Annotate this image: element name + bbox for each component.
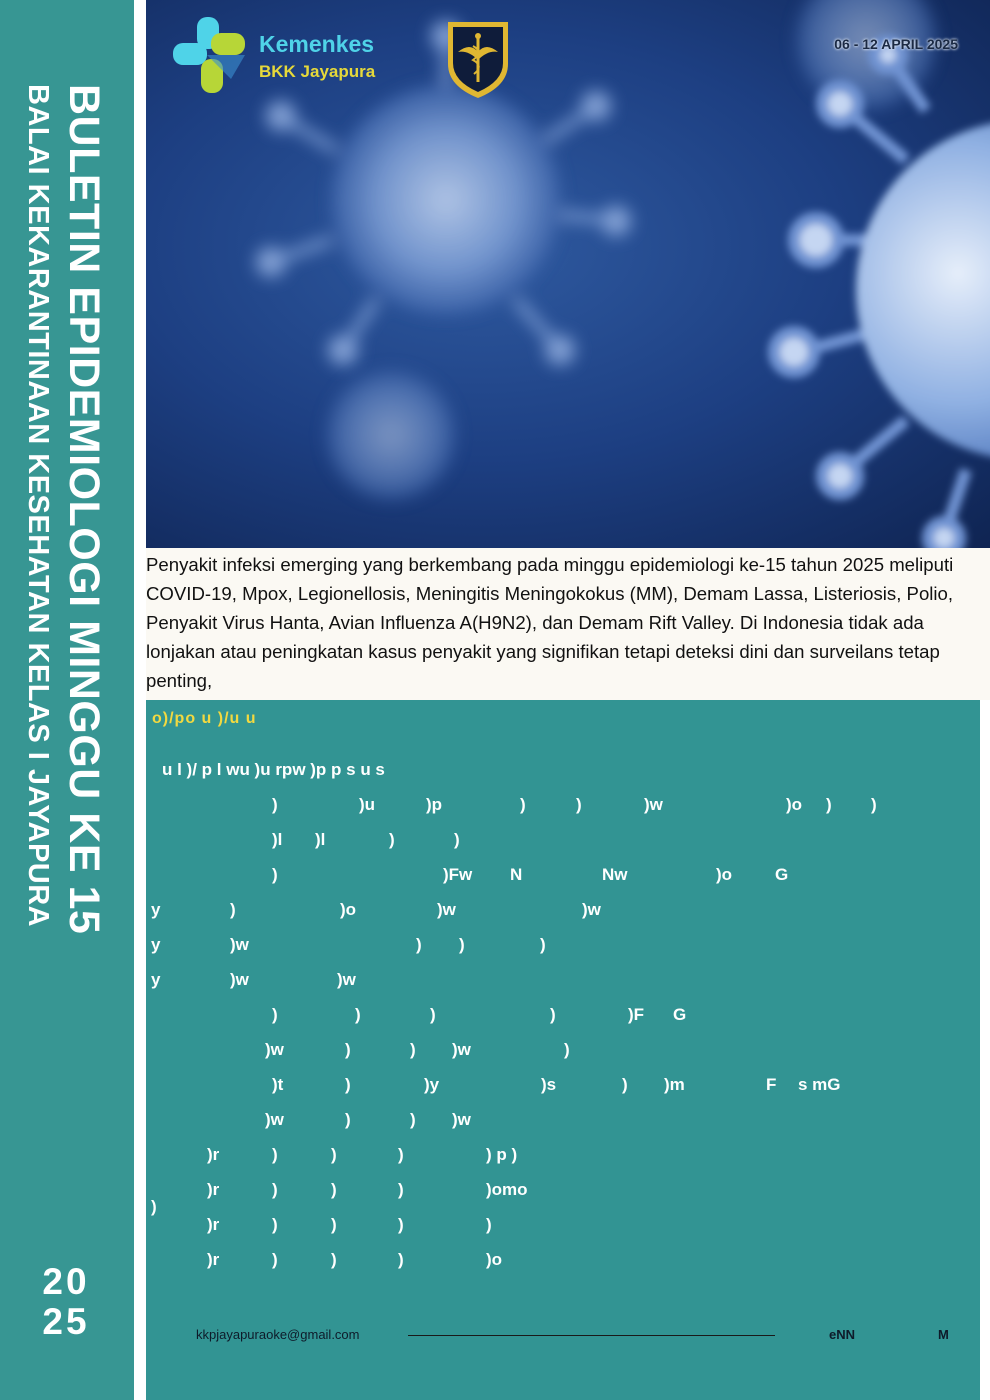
panel-text-fragment: ) xyxy=(345,1110,351,1129)
year-bottom: 25 xyxy=(42,1301,90,1342)
panel-text-fragment: ) xyxy=(454,830,460,849)
panel-text-fragment: ) xyxy=(410,1110,416,1129)
panel-text-fragment: )o xyxy=(340,900,357,919)
panel-text-fragment: N xyxy=(510,865,523,884)
panel-text-fragment: )p xyxy=(426,795,443,814)
panel-text-fragment: )w xyxy=(230,935,249,954)
panel-text-fragment: ) xyxy=(430,1005,436,1024)
panel-text-fragment: )u xyxy=(359,795,376,814)
panel-text-fragment: ) xyxy=(272,1145,278,1164)
panel-text-fragment: ) xyxy=(520,795,526,814)
footer-divider xyxy=(408,1335,775,1336)
panel-text-fragment: Nw xyxy=(602,865,628,884)
panel-text-fragment: ) xyxy=(486,1215,492,1234)
panel-text-fragment: )F xyxy=(628,1005,645,1024)
panel-text-fragment: ) xyxy=(410,1040,416,1059)
panel-text-fragment: y xyxy=(151,970,161,989)
panel-text-fragment: )l xyxy=(315,830,326,849)
summary-text: Penyakit infeksi emerging yang berkembang pada minggu epidemiologi ke-15 tahun 2025 meliputi COVID-19, Mpox, Legionellosis, Meningitis Meningokokus (MM), Demam Lassa, Listeriosis, Polio, Penyakit Virus Hanta, Avian Influenza A(H9N2), dan Demam Rift Valley. Di Indonesia tidak ada lonjakan atau peningkatan kasus penyakit yang signifikan tetapi deteksi dini dan surveilans tetap penting, xyxy=(146,554,954,691)
panel-text-fragment: )w xyxy=(582,900,601,919)
panel-text-fragment: )o xyxy=(486,1250,503,1269)
panel-text-fragment: ) xyxy=(540,935,546,954)
panel-text-fragment: ) p ) xyxy=(486,1145,518,1164)
panel-text-fragment: ) xyxy=(389,830,395,849)
panel-text-fragment: G xyxy=(775,865,789,884)
footer-mark: M xyxy=(938,1327,949,1342)
karantina-emblem-icon xyxy=(444,18,512,100)
panel-text-fragment: ) xyxy=(398,1180,404,1199)
panel-text-fragment: )r xyxy=(207,1180,220,1199)
panel-text-fragment: )r xyxy=(207,1250,220,1269)
panel-text-fragment: )m xyxy=(664,1075,685,1094)
panel-text-fragment: y xyxy=(151,900,161,919)
panel-text-fragment: ) xyxy=(826,795,832,814)
panel-text-line: u l )/ p l wu )u rpw )p p s u s xyxy=(162,760,385,779)
panel-text-fragment: ) xyxy=(272,795,278,814)
panel-text-fragment: )w xyxy=(452,1110,471,1129)
bulletin-title: BULETIN EPIDEMIOLOGI MINGGU KE 15 xyxy=(60,84,108,935)
panel-text-fragment: ) xyxy=(272,1215,278,1234)
panel-text-fragment: ) xyxy=(576,795,582,814)
panel-text-fragment: )w xyxy=(230,970,249,989)
panel-text-fragment: ) xyxy=(398,1215,404,1234)
kemenkes-logo xyxy=(173,17,249,95)
sidebar-divider xyxy=(134,0,146,1400)
panel-text-fragment: ) xyxy=(345,1075,351,1094)
summary-section xyxy=(146,548,990,700)
panel-text-fragment: )w xyxy=(452,1040,471,1059)
panel-text-fragment: ) xyxy=(331,1180,337,1199)
panel-text-fragment: ) xyxy=(564,1040,570,1059)
panel-text-fragment: ) xyxy=(416,935,422,954)
contact-email[interactable]: kkpjayapuraoke@gmail.com xyxy=(196,1327,360,1342)
panel-text-fragment: ) xyxy=(272,1180,278,1199)
year-top: 20 xyxy=(42,1261,90,1302)
panel-text-fragment: ) xyxy=(871,795,877,814)
panel-text-fragment: )w xyxy=(644,795,663,814)
panel-text-fragment: )y xyxy=(424,1075,440,1094)
logo-name: Kemenkes xyxy=(259,31,375,57)
panel-text-fragment: )Fw xyxy=(443,865,473,884)
panel-text-fragment: )w xyxy=(265,1040,284,1059)
panel-text-fragment: )w xyxy=(265,1110,284,1129)
panel-text-fragment: )r xyxy=(207,1145,220,1164)
panel-text-fragment: ) xyxy=(345,1040,351,1059)
panel-text-fragment: ) xyxy=(272,865,278,884)
footer-mark: eNN xyxy=(829,1327,856,1342)
date-range: 06 - 12 APRIL 2025 xyxy=(834,36,958,52)
panel-text-fragment: )o xyxy=(786,795,803,814)
panel-text-fragment: ) xyxy=(331,1145,337,1164)
panel-text-fragment: )w xyxy=(437,900,456,919)
panel-text-fragment: )t xyxy=(272,1075,284,1094)
panel-text-fragment: ) xyxy=(331,1250,337,1269)
panel-text-fragment: y xyxy=(151,935,161,954)
bulletin-subtitle: BALAI KEKARANTINAAN KESEHATAN KELAS I JAYAPURA xyxy=(22,84,54,928)
panel-text-fragment: ) xyxy=(398,1250,404,1269)
panel-text-fragment: ) xyxy=(398,1145,404,1164)
panel-text-fragment: )o xyxy=(716,865,733,884)
panel-text-fragment: ) xyxy=(622,1075,628,1094)
year xyxy=(20,1262,112,1342)
panel-text-fragment: )omo xyxy=(486,1180,528,1199)
panel-text-fragment: )w xyxy=(337,970,356,989)
panel-text-fragment: ) xyxy=(331,1215,337,1234)
panel-text-fragment: )r xyxy=(207,1215,220,1234)
panel-text-fragment: G xyxy=(673,1005,687,1024)
panel-text-fragment: ) xyxy=(230,900,236,919)
panel-text-fragment: ) xyxy=(272,1250,278,1269)
logo-subtitle: BKK Jayapura xyxy=(259,62,376,81)
panel-text-fragment: F xyxy=(766,1075,777,1094)
panel-text-fragment: s mG xyxy=(798,1075,841,1094)
panel-text-fragment: ) xyxy=(355,1005,361,1024)
virus-illustration xyxy=(146,0,990,548)
panel-text-fragment: ) xyxy=(272,1005,278,1024)
panel-text-fragment: )s xyxy=(541,1075,557,1094)
hero-virus-image xyxy=(146,0,990,548)
panel-text-fragment: ) xyxy=(151,1197,157,1216)
panel-text-fragment: ) xyxy=(459,935,465,954)
panel-text-fragment: )l xyxy=(272,830,283,849)
panel-text-fragment: ) xyxy=(550,1005,556,1024)
panel-heading: o)/po u )/u u xyxy=(152,710,257,727)
